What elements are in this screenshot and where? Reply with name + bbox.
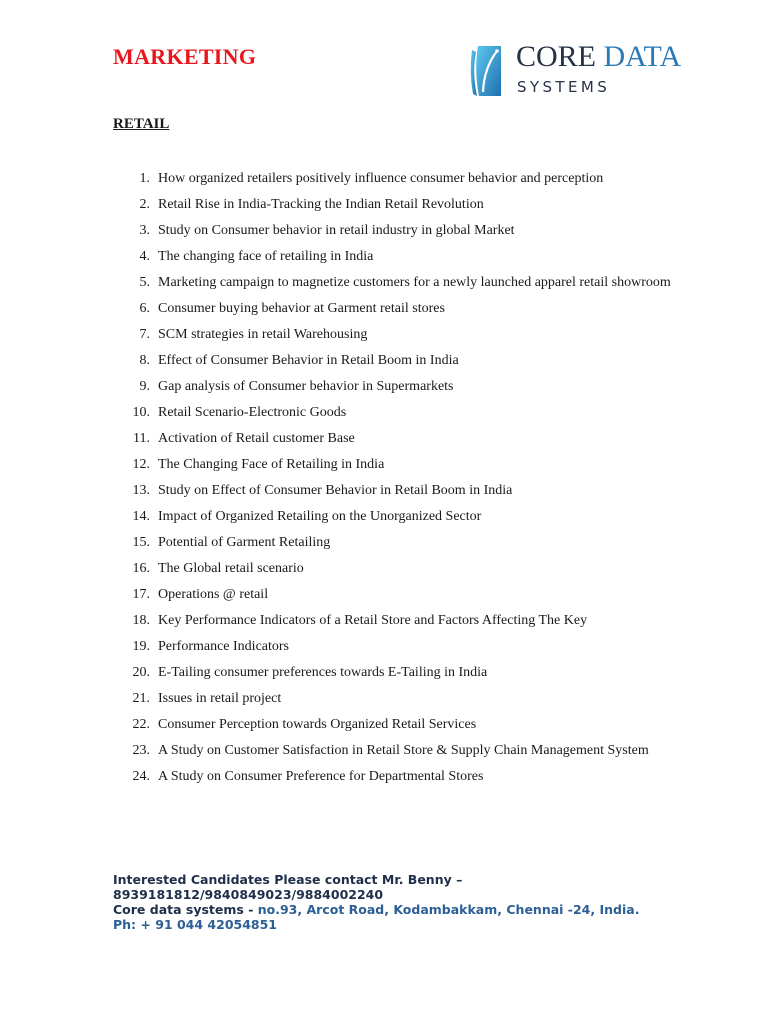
topic-item [113,322,673,348]
topic-text: Performance Indicators [158,639,289,654]
topic-number: 20. [132,665,150,680]
topic-item [113,426,673,452]
topic-item [113,478,673,504]
logo-word-core: CORE [516,40,597,73]
topic-number: 10. [132,405,150,420]
topic-number: 22. [132,717,150,732]
topic-text: Retail Rise in India-Tracking the Indian Retail Revolution [158,197,484,212]
topic-text: Issues in retail project [158,691,282,706]
topic-item [113,660,673,686]
topic-item [113,244,673,270]
swoosh-logo-icon [468,42,504,98]
topic-item [113,608,673,634]
topic-number: 16. [132,561,150,576]
topic-item [113,634,673,660]
topic-number: 21. [132,691,150,706]
topic-text: Consumer Perception towards Organized Retail Services [158,717,477,732]
logo-word-data: DATA [603,40,682,73]
topic-text: Impact of Organized Retailing on the Unorganized Sector [158,509,482,524]
topic-number: 23. [132,743,150,758]
topic-item [113,374,673,400]
topic-text: Key Performance Indicators of a Retail Store and Factors Affecting The Key [158,613,588,628]
contact-footer [113,872,673,932]
topic-item [113,530,673,556]
topic-text: The changing face of retailing in India [158,249,374,264]
topic-number: 7. [139,327,150,342]
topic-item [113,270,673,296]
topic-number: 3. [139,223,150,238]
logo-tagline: SYSTEMS [517,78,611,96]
topic-item [113,348,673,374]
topic-number: 24. [132,769,150,784]
topic-text: Study on Effect of Consumer Behavior in Retail Boom in India [158,483,513,498]
topic-text: A Study on Customer Satisfaction in Retail Store & Supply Chain Management System [158,743,649,758]
topic-number: 8. [139,353,150,368]
topic-text: Retail Scenario-Electronic Goods [158,405,347,420]
topic-number: 12. [132,457,150,472]
topic-text: Consumer buying behavior at Garment retail stores [158,301,445,316]
topic-text: The Global retail scenario [158,561,304,576]
topic-text: Effect of Consumer Behavior in Retail Boom in India [158,353,459,368]
topic-number: 14. [132,509,150,524]
topic-item [113,296,673,322]
topic-list [113,166,673,790]
topic-item [113,556,673,582]
topic-text: A Study on Consumer Preference for Departmental Stores [158,769,484,784]
section-title: RETAIL [113,116,170,132]
topic-text: Potential of Garment Retailing [158,535,331,550]
topic-text: Operations @ retail [158,587,269,602]
topic-number: 19. [132,639,150,654]
topic-number: 4. [139,249,150,264]
topic-number: 15. [132,535,150,550]
topic-item [113,166,673,192]
company-phone: Ph: + 91 044 42054851 [113,917,278,932]
topic-item [113,686,673,712]
logo-wordmark [516,40,681,74]
topic-number: 18. [132,613,150,628]
topic-number: 1. [139,171,150,186]
topic-number: 9. [139,379,150,394]
topic-item [113,504,673,530]
topic-text: Gap analysis of Consumer behavior in Supermarkets [158,379,454,394]
topic-item [113,582,673,608]
topic-number: 13. [132,483,150,498]
contact-line: Interested Candidates Please contact Mr. Benny – [113,872,463,887]
topic-number: 11. [133,431,150,446]
topic-number: 5. [139,275,150,290]
topic-text: Marketing campaign to magnetize customers for a newly launched apparel retail showroom [158,275,671,290]
topic-item [113,452,673,478]
topic-text: The Changing Face of Retailing in India [158,457,385,472]
topic-text: Activation of Retail customer Base [158,431,355,446]
topic-text: E-Tailing consumer preferences towards E-Tailing in India [158,665,488,680]
topic-text: Study on Consumer behavior in retail industry in global Market [158,223,515,238]
topic-text: How organized retailers positively influence consumer behavior and perception [158,171,604,186]
topic-number: 6. [139,301,150,316]
topic-item [113,192,673,218]
topic-item [113,400,673,426]
topic-item [113,738,673,764]
company-name: Core data systems - [113,902,254,917]
topic-item [113,218,673,244]
topic-item [113,712,673,738]
page-title: MARKETING [113,44,257,69]
contact-phones: 8939181812/9840849023/9884002240 [113,887,384,902]
topic-number: 17. [132,587,150,602]
topic-item [113,764,673,790]
topic-number: 2. [139,197,150,212]
topic-text: SCM strategies in retail Warehousing [158,327,368,342]
company-address: no.93, Arcot Road, Kodambakkam, Chennai -24, India. [257,902,640,917]
company-logo [468,40,708,104]
